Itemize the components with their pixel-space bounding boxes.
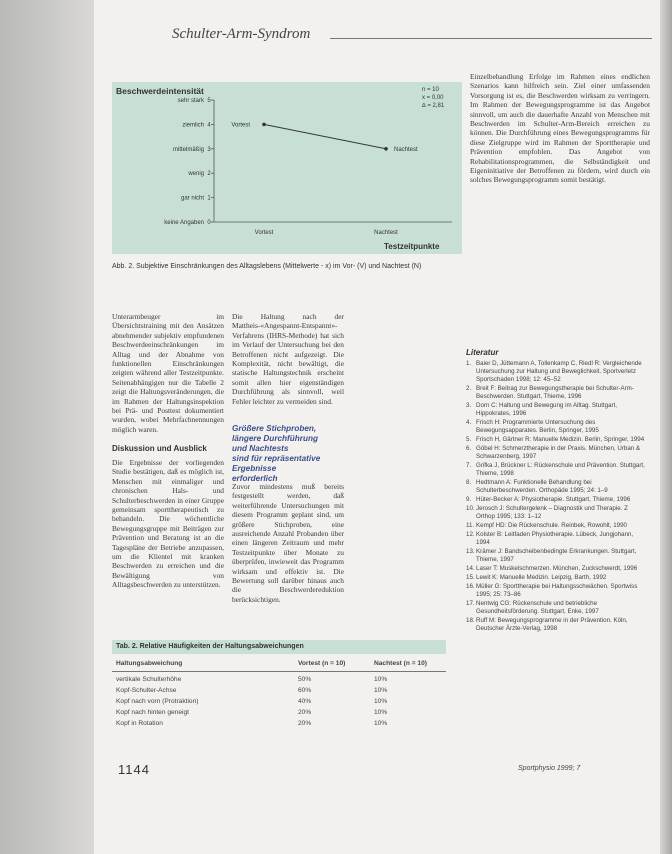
literature-number: 18. — [466, 617, 475, 624]
table-cell: 20% — [298, 720, 312, 727]
literature-item — [466, 583, 646, 599]
literature-text: Lewit K: Manuelle Medizin. Leipzig, Barth, 1992 — [476, 574, 607, 581]
book-spine-shadow — [0, 0, 94, 854]
literature-text: Göbel H: Schmerztherapie in der Praxis. München, Urban & Schwarzenberg, 1997 — [476, 445, 641, 460]
table-cell: Kopf nach hinten geneigt — [116, 709, 189, 716]
y-tick-label: gar nicht — [180, 195, 204, 202]
y-tick-value: 2 — [207, 171, 211, 178]
literature-item — [466, 505, 646, 521]
x-tick-label: Vortest — [254, 230, 274, 236]
literature-number: 14. — [466, 565, 475, 572]
figure-chart — [112, 82, 462, 254]
literature-item — [466, 436, 646, 444]
literature-number: 16. — [466, 583, 475, 590]
literature-number: 1. — [466, 360, 472, 367]
literature-text: Dorn C: Haltung und Bewegung im Alltag. Stuttgart, Hippokrates, 1996 — [476, 402, 618, 417]
column-2-text-2: Zuvor mindestens muß bereits festgestellt werden, daß weiterführende Untersuchungen mit diesem Programm geplant sind, um größere Stichproben, eine ausreichende Anzahl Probanden über einen längeren Zeitraum und mehr Testzeitpunkte über Monate zu überprüfen, inwieweit das Programm wirksam und effektiv ist. Die Bewertung soll darüber hinaus auch die Beschwerdereduktion berücksichtigen. — [232, 482, 344, 604]
table-cell: 10% — [374, 687, 388, 694]
y-tick-label: sehr stark — [177, 98, 204, 104]
literature-item — [466, 360, 646, 384]
literature-text: Kolster B: Leitfaden Physiotherapie. Lübeck, Jungjohann, 1994 — [476, 531, 634, 546]
literature-number: 6. — [466, 445, 472, 452]
literature-item — [466, 548, 646, 564]
literature-number: 4. — [466, 419, 472, 426]
y-tick-label: ziemlich — [182, 122, 204, 129]
table-cell: Kopf nach vorn (Protraktion) — [116, 698, 199, 705]
table-cell: 20% — [298, 709, 312, 716]
literature-item — [466, 600, 646, 616]
column-1-text: Unterarmbeuger im Übersichtstraining mit den Ansätzen abnehmender subjektiv empfundenen Beschwerdeeinschränkungen im Alltag und der Abnahme von funktionellen Einschränkungen zeigten während aller Testzeitpunkte. Seitenabhängigen nur die Tabelle 2 zeigt die Haltungsveränderungen, die im Rahmen der Haltungsinspektion bei Prä- und Posttest dokumentiert wurden, wobei Mehrfachnennungen möglich waren. — [112, 312, 224, 434]
table-cell: 50% — [298, 676, 312, 683]
literature-list — [466, 360, 646, 634]
table-cell: vertikale Schulterhöhe — [116, 676, 182, 683]
literature-item — [466, 522, 646, 530]
literature-text: Baier D, Jüttemann A, Tollenkamp C, Riedl R: Vergleichende Untersuchung zur Haltung und Beweglichkeit. Sportverletz Sportschaden 1998; 12: 45–52 — [476, 360, 642, 383]
literature-text: Müller G: Sporttherapie bei Haltungsschwächen. Sportwiss 1995; 25: 73–86 — [476, 583, 638, 598]
column-2-text: Die Haltung nach der Mattheis-«Angespannt-Entspannt»-Verfahrens (IHRS-Methode) hat sich im Verlauf der Untersuchung bei den Betroffenen nicht aufgezeigt. Die Komplexität, nicht bewältigt, die statische Haltungstechnik erscheint somit allen hier eigenständigen Durchführung als sinnvoll, weil Fehler leichter zu vermeiden sind. — [232, 312, 344, 406]
header-rule — [330, 38, 652, 39]
table-cell: 10% — [374, 676, 388, 683]
x-tick-label: Nachtest — [374, 230, 398, 236]
point-label: Nachtest — [394, 146, 418, 153]
y-tick-value: 4 — [207, 122, 211, 129]
literature-item — [466, 617, 646, 633]
literature-text: Kempf HD: Die Rückenschule. Reinbek, Rowohlt, 1990 — [476, 522, 627, 529]
data-point — [384, 147, 388, 151]
literature-text: Hedtmann A: Funktionelle Behandlung bei Schulterbeschwerden. Orthopäde 1995; 24: 1–9 — [476, 479, 608, 494]
literature-text: Nentwig CG: Rückenschule und betriebliche Gesundheitsförderung. Stuttgart, Enke, 1997 — [476, 600, 599, 615]
literature-number: 7. — [466, 462, 472, 469]
literature-number: 9. — [466, 496, 472, 503]
table-cell: 10% — [374, 720, 388, 727]
literature-text: Krämer J: Bandscheibenbedingte Erkrankungen. Stuttgart, Thieme, 1997 — [476, 548, 637, 563]
table-2 — [112, 640, 446, 732]
literature-number: 13. — [466, 548, 475, 555]
literature-text: Jerosch J: Schultergelenk – Diagnostik und Therapie. Z Orthop 1995; 133: 1–12 — [476, 505, 628, 520]
table-cell: Kopf in Rotation — [116, 720, 163, 727]
y-tick-value: 5 — [207, 98, 211, 104]
literature-item — [466, 565, 646, 573]
literature-item — [466, 445, 646, 461]
figure-caption: Abb. 2. Subjektive Einschränkungen des Alltagslebens (Mittelwerte - x) im Vor- (V) und Nachtest (N) — [112, 263, 422, 270]
literature-text: Ruff M: Bewegungsprogramme in der Prävention. Köln, Deutscher Ärzte-Verlag, 1998 — [476, 617, 628, 632]
literature-number: 2. — [466, 385, 472, 392]
literature-item — [466, 462, 646, 478]
table-cell: 10% — [374, 709, 388, 716]
y-tick-value: 3 — [207, 146, 211, 153]
data-point — [262, 123, 266, 127]
table-cell: Nachtest (n = 10) — [374, 660, 427, 667]
table-cell: 60% — [298, 687, 312, 694]
y-tick-label: keine Angaben — [164, 220, 204, 226]
table-cell: 40% — [298, 698, 312, 705]
literature-item — [466, 385, 646, 401]
literature-number: 17. — [466, 600, 475, 607]
x-axis-title: Testzeitpunkte — [384, 242, 440, 251]
literature-text: Frisch H, Gärtner R: Manuelle Medizin. Berlin, Springer, 1994 — [476, 436, 645, 443]
chart-legend: n = 10 x = 0,00 ∆ = 2,81 — [422, 87, 445, 109]
literature-number: 3. — [466, 402, 472, 409]
table-cell: 10% — [374, 698, 388, 705]
running-header: Schulter-Arm-Syndrom — [172, 26, 311, 42]
column-3-text: Einzelbehandlung Erfolge im Rahmen eines endlichen Szenarios kann hilfreich sein. Ziel einer umfassenden Vorsorgung ist es, die Beschwerden wirksam zu verringern. Im Rahmen der Bewegungsprogramme ist das Angebot sinnvoll, um auch die dauerhafte Anzahl von Menschen mit Beschwerden im Schulter-Arm-Bereich erreichen zu können. Die Durchführung eines Bewegungsprogramms für diese Zielgruppe wird im Rahmen der Sporttherapie und Prävention empfohlen. Das Angebot von Rehabilitationsprogrammen, die Selbständigkeit und Eigeninitiative der Betroffenen zu fördern, wird durch ein solches Bewegungsprogramm somit bestätigt. — [470, 72, 650, 185]
literature-text: Laser T: Muskelschmerzen. München, Zuckschwerdt, 1996 — [476, 565, 638, 572]
point-label: Vortest — [231, 122, 250, 129]
literature-item — [466, 479, 646, 495]
literature-text: Grifka J, Brückner L: Rückenschule und Prävention. Stuttgart, Thieme, 1998 — [476, 462, 645, 477]
journal-footer: Sportphysio 1999; 7 — [518, 765, 581, 772]
y-tick-label: wenig — [188, 171, 204, 178]
table-rule — [112, 671, 446, 672]
literature-number: 12. — [466, 531, 475, 538]
highlight-heading: Größere Stichproben, längere Durchführung und Nachtests sind für repräsentative Ergebnisse erforderlich — [232, 424, 321, 483]
literature-item — [466, 419, 646, 435]
literature-text: Frisch H: Programmierte Untersuchung des Bewegungsapparates. Berlin, Springer, 1995 — [476, 419, 599, 434]
literature-number: 10. — [466, 505, 475, 512]
column-1-text-2: Die Ergebnisse der vorliegenden Studie bestätigen, daß es möglich ist, Menschen mit einmaliger und chronischen Hals- und Schulterbeschwerden in einer Gruppe gemeinsam sporttherapeutisch zu behandeln. Die wöchentliche Bewegungsgruppe mit Beiträgen zur Prävention und Beratung ist an die Tagespläne der Betriebe anzupassen, um die Klientel mit kranken Beschwerden zu erreichen und die Bewältigung von Alltagsbeschwerden zu unterstützen. — [112, 458, 224, 590]
y-tick-value: 0 — [207, 220, 211, 226]
literature-text: Hüter-Becker A: Physiotherapie. Stuttgart, Thieme, 1996 — [476, 496, 631, 503]
chart-title: Beschwerdeintensität — [116, 86, 204, 96]
literature-item — [466, 496, 646, 504]
literature-number: 11. — [466, 522, 475, 529]
table-title: Tab. 2. Relative Häufigkeiten der Haltungsabweichungen — [112, 640, 446, 654]
literature-number: 5. — [466, 436, 472, 443]
literature-item — [466, 574, 646, 582]
literature-number: 8. — [466, 479, 472, 486]
table-cell: Haltungsabweichung — [116, 660, 183, 667]
table-cell: Kopf-Schulter-Achse — [116, 687, 177, 694]
table-cell: Vortest (n = 10) — [298, 660, 346, 667]
y-tick-label: mittelmäßig — [172, 146, 204, 153]
literature-item — [466, 531, 646, 547]
literature-text: Breit F: Beitrag zur Bewegungstherapie bei Schulter-Arm-Beschwerden. Stuttgart, Thieme, 1996 — [476, 385, 634, 400]
section-heading-discussion: Diskussion und Ausblick — [112, 444, 207, 453]
page-edge-shadow — [660, 0, 672, 854]
chart-plot — [112, 82, 462, 254]
y-tick-value: 1 — [207, 195, 211, 202]
page-number: 1144 — [118, 762, 150, 777]
literature-item — [466, 402, 646, 418]
literature-heading: Literatur — [466, 348, 499, 357]
series-line — [264, 124, 386, 148]
literature-number: 15. — [466, 574, 475, 581]
